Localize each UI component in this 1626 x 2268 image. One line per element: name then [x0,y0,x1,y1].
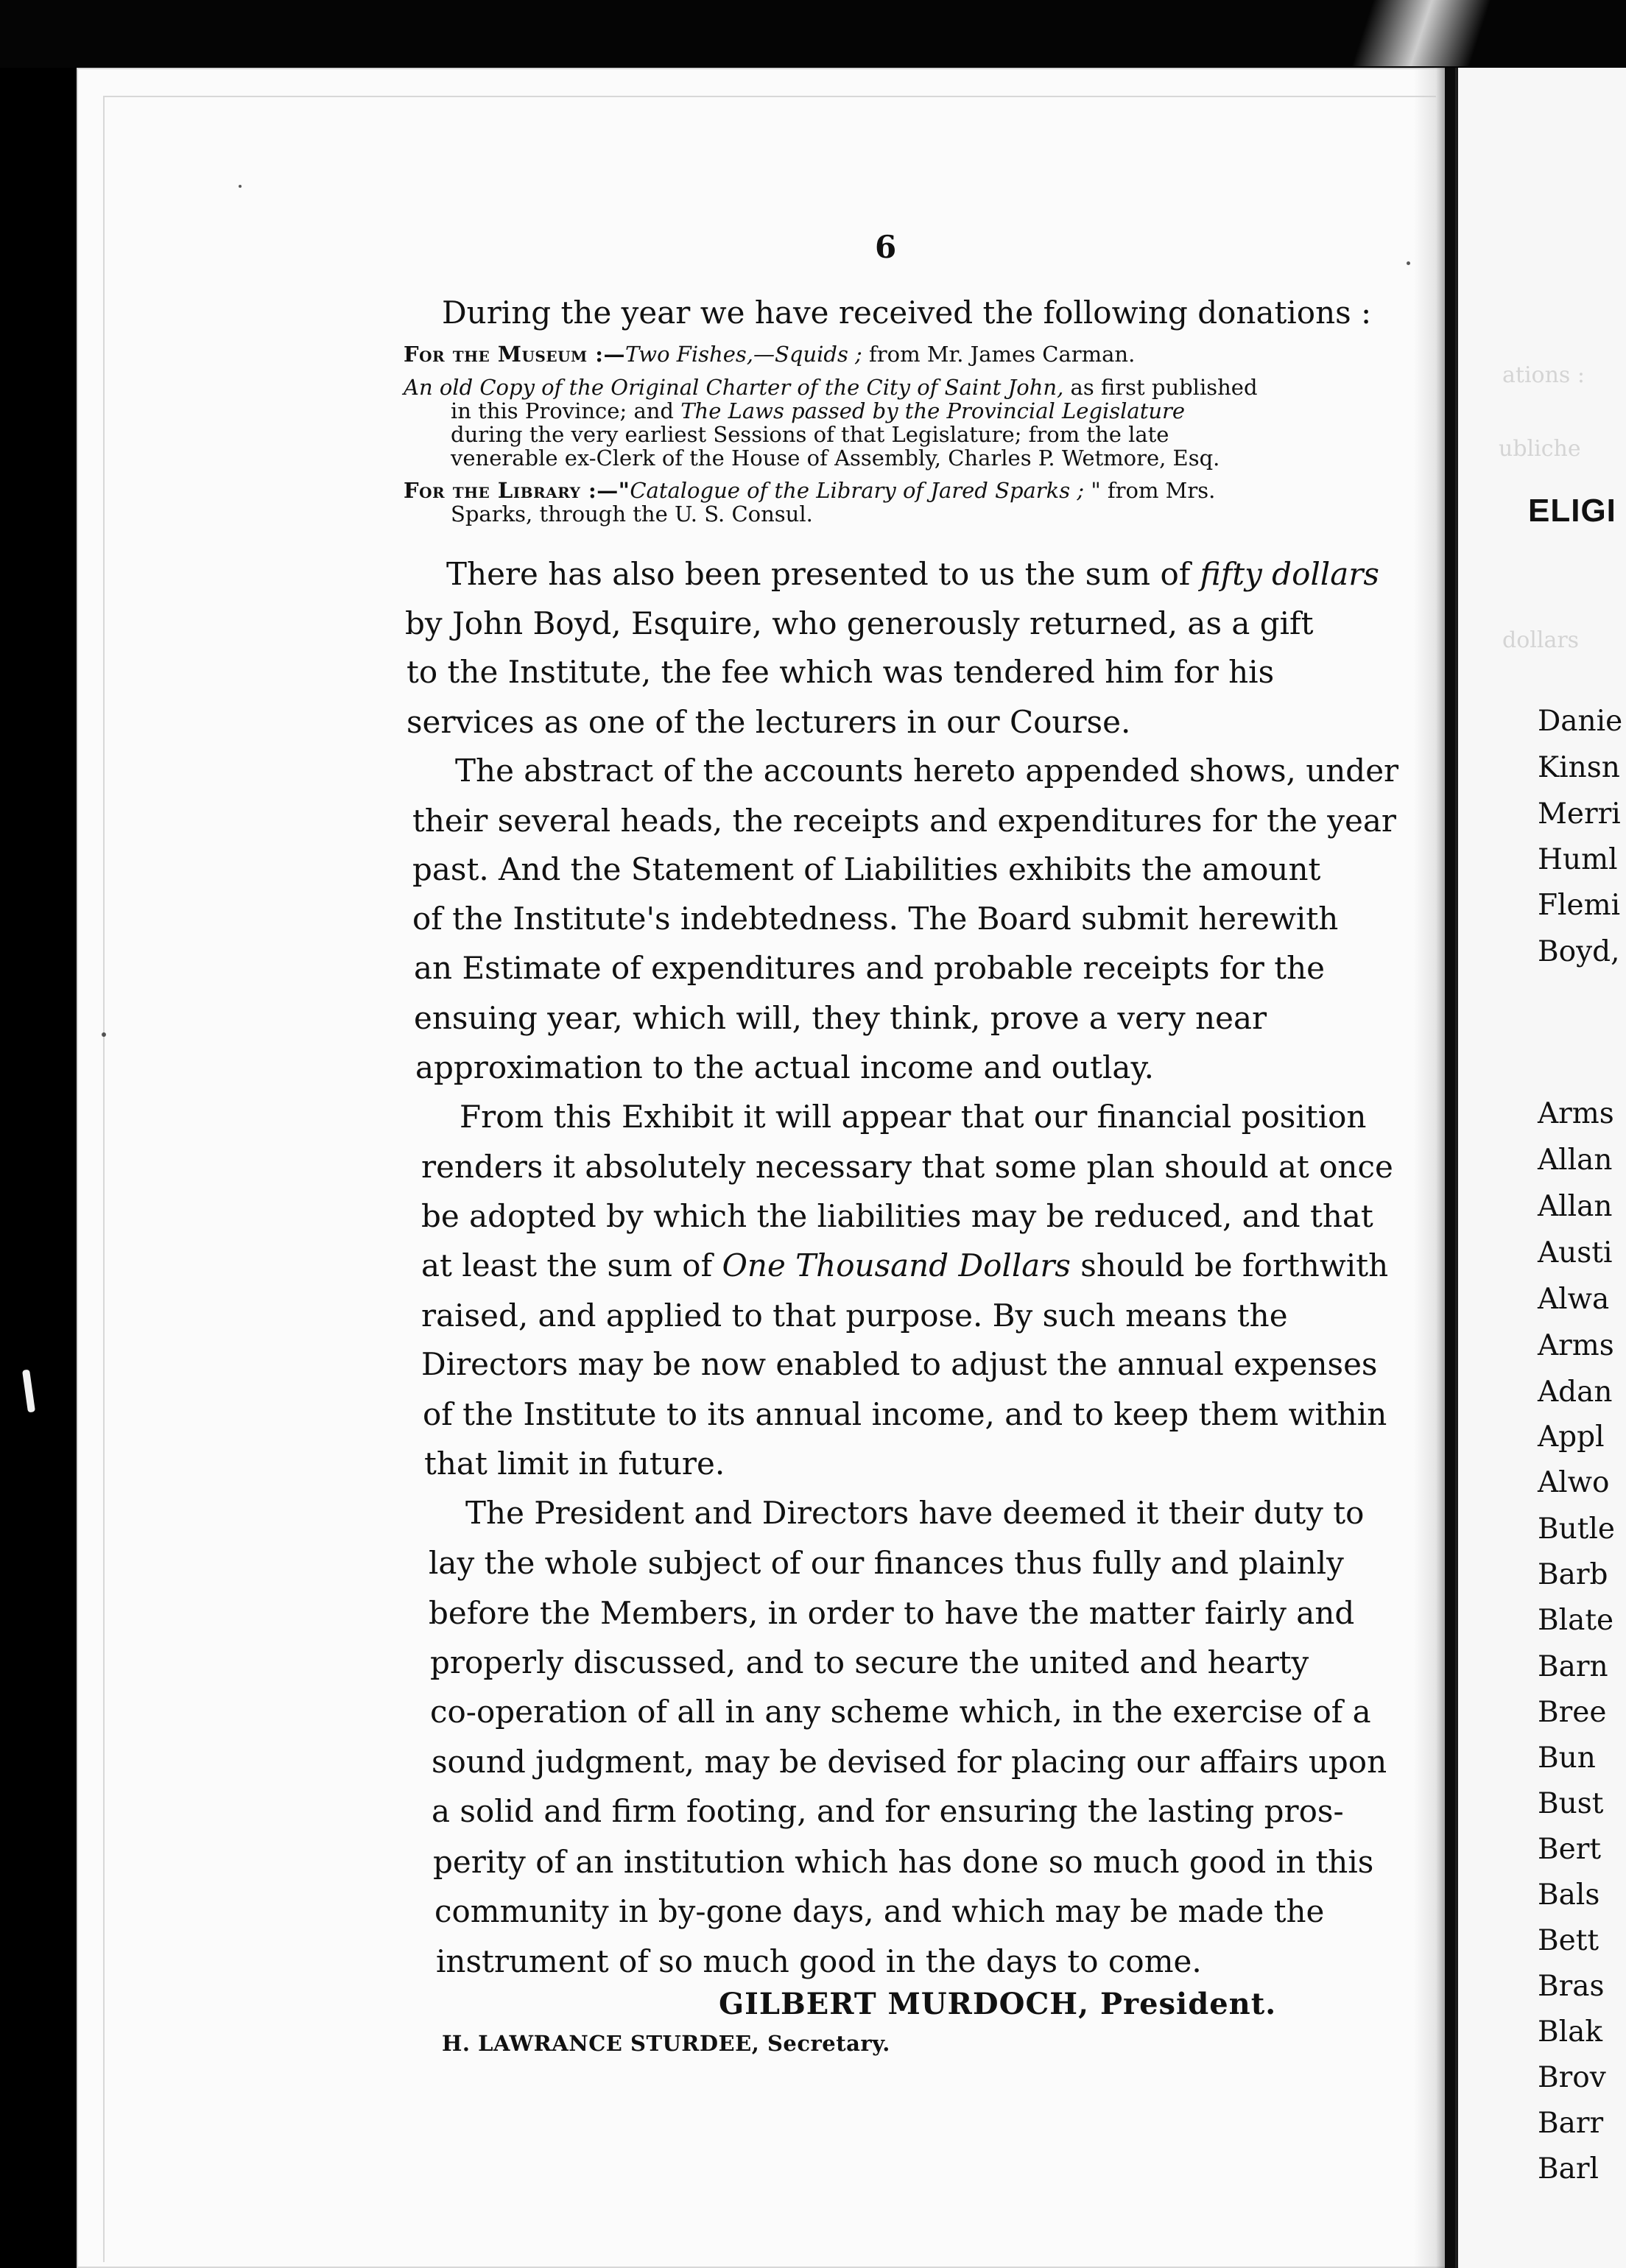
bleed-through-text: ations : [1502,362,1585,388]
right-page-name-fragment: Barb [1538,1558,1608,1591]
right-page-name-fragment: Merri [1538,797,1621,831]
library-line-2: Sparks, through the U. S. Consul. [451,501,813,526]
right-page-name-fragment: Alwa [1538,1283,1610,1316]
right-page-name-fragment: Barn [1538,1650,1608,1683]
paragraph-4-line-4: properly discussed, and to secure the united and hearty [430,1644,1309,1680]
right-page-name-fragment: Barl [1538,2152,1599,2186]
paragraph-2-line-4: of the Institute's indebtedness. The Board submit herewith [412,901,1339,937]
paragraph-4-line-3: before the Members, in order to have the matter fairly and [429,1595,1355,1631]
right-page-name-fragment: Kinsn [1538,751,1620,784]
right-page-name-fragment: Danie [1538,705,1623,738]
right-page-name-fragment: Allan [1538,1144,1613,1177]
right-page-name-fragment: Brov [1538,2061,1606,2094]
paragraph-2-line-6: ensuing year, which will, they think, prove a very near [414,1000,1267,1036]
paragraph-3-line-3: be adopted by which the liabilities may be reduced, and that [421,1198,1373,1234]
library-label: For the Library :—" [404,478,630,503]
library-source: " from Mrs. [1084,478,1216,503]
charter-line-1-tail: as first published [1063,375,1258,400]
right-page-name-fragment: Arms [1538,1097,1614,1130]
right-page-name-fragment: Huml [1538,843,1618,876]
laws-title: The Laws passed by the Provincial Legislature [680,398,1186,423]
right-page-name-fragment: Bett [1538,1924,1599,1957]
paragraph-4-line-2: lay the whole subject of our finances thus fully and plainly [429,1545,1344,1581]
right-page-name-fragment: Allan [1538,1190,1613,1223]
paragraph-3-line-1: From this Exhibit it will appear that our financial position [460,1099,1367,1135]
page-number: 6 [875,229,897,265]
right-page-fragment [1458,68,1626,2268]
charter-line-2 [451,399,1185,423]
secretary-signature: H. LAWRANCE STURDEE, Secretary. [442,2031,890,2056]
charter-line-2-head: in this Province; and [451,398,681,423]
right-page-name-fragment: Alwo [1538,1466,1610,1499]
bleed-through-text: dollars [1502,627,1580,653]
right-page-name-fragment: Bras [1538,1970,1605,2003]
ink-speck [239,185,242,188]
paragraph-3-line-7: of the Institute to its annual income, and to keep them within [423,1396,1387,1432]
right-page-name-fragment: Bree [1538,1696,1607,1729]
paragraph-4-line-7: a solid and firm footing, and for ensuring the lasting pros- [432,1793,1344,1829]
paragraph-1-line-1 [446,549,1379,599]
paragraph-3-line-4 [421,1240,1388,1291]
paragraph-1-line-1-text: There has also been presented to us the sum of [446,556,1200,592]
paragraph-3-line-5: raised, and applied to that purpose. By such means the [421,1297,1288,1334]
museum-donation-line [404,342,1135,367]
charter-line-1 [404,376,1258,400]
paragraph-4-line-10: instrument of so much good in the days to come. [436,1943,1202,1979]
paragraph-4-line-6: sound judgment, may be devised for placing our affairs upon [432,1744,1387,1780]
right-page-name-fragment: Bals [1538,1878,1600,1912]
paragraph-3-line-2: renders it absolutely necessary that some plan should at once [421,1149,1393,1185]
museum-item: Two Fishes,—Squids ; [624,342,862,367]
bleed-through-text: ubliche [1499,436,1581,462]
right-page-name-fragment: Appl [1538,1420,1605,1454]
right-page-name-fragment: Bust [1538,1787,1604,1820]
paragraph-4-line-1: The President and Directors have deemed it their duty to [465,1495,1365,1531]
right-page-name-fragment: Butle [1538,1512,1616,1546]
charter-line-3: during the very earliest Sessions of that Legislature; from the late [451,422,1169,447]
paragraph-3-line-4-start: at least the sum of [421,1247,722,1283]
paragraph-4-line-8: perity of an institution which has done so much good in this [433,1844,1374,1880]
right-page-name-fragment: Adan [1538,1376,1613,1409]
right-page-name-fragment: Bert [1538,1833,1602,1866]
library-item: Catalogue of the Library of Jared Sparks ; [630,478,1085,503]
paragraph-2-line-2: their several heads, the receipts and expenditures for the year [412,803,1397,839]
right-page-name-fragment: Austi [1538,1236,1613,1269]
right-page-name-fragment: Barr [1538,2107,1604,2140]
paragraph-2-line-5: an Estimate of expenditures and probable receipts for the [414,950,1325,986]
right-page-name-fragment: Boyd, [1538,935,1620,968]
library-donation-line [404,479,1215,503]
right-page-heading: ELIGI [1528,493,1616,529]
paragraph-3-line-8: that limit in future. [424,1445,725,1482]
president-signature: GILBERT MURDOCH, President. [719,1987,1277,2021]
right-page-name-fragment: Bun [1538,1742,1596,1775]
right-page-name-fragment: Arms [1538,1329,1614,1362]
paragraph-3-line-6: Directors may be now enabled to adjust the annual expenses [421,1346,1378,1382]
right-page-name-fragment: Flemi [1538,889,1621,922]
paragraph-4-line-5: co-operation of all in any scheme which, in the exercise of a [430,1694,1371,1730]
ink-speck [1407,261,1410,265]
fifty-dollars-text: fifty dollars [1200,556,1379,592]
paragraph-4-line-9: community in by-gone days, and which may be made the [434,1893,1325,1929]
paragraph-1-line-4: services as one of the lecturers in our Course. [406,704,1131,740]
charter-line-4: venerable ex-Clerk of the House of Assembly, Charles P. Wetmore, Esq. [451,446,1220,471]
paragraph-2-line-1: The abstract of the accounts hereto appended shows, under [455,753,1399,789]
museum-label: For the Museum :— [404,342,625,367]
paragraph-2-line-7: approximation to the actual income and outlay. [415,1049,1154,1085]
paragraph-2-line-3: past. And the Statement of Liabilities exhibits the amount [412,851,1321,887]
right-page-name-fragment: Blate [1538,1604,1614,1637]
scanner-glare [1351,0,1490,66]
paragraph-1-line-2: by John Boyd, Esquire, who generously returned, as a gift [405,605,1314,641]
paragraph-1-line-3: to the Institute, the fee which was tendered him for his [406,654,1275,690]
donations-intro: During the year we have received the following donations : [442,295,1372,331]
paragraph-3-line-4-end: should be forthwith [1070,1247,1389,1283]
one-thousand-dollars-text: One Thousand Dollars [722,1247,1071,1283]
ink-speck [102,1032,106,1037]
charter-title: An old Copy of the Original Charter of the City of Saint John, [404,375,1064,400]
right-page-name-fragment: Blak [1538,2015,1603,2049]
page-divider [1445,68,1455,2268]
museum-source: from Mr. James Carman. [862,342,1136,367]
